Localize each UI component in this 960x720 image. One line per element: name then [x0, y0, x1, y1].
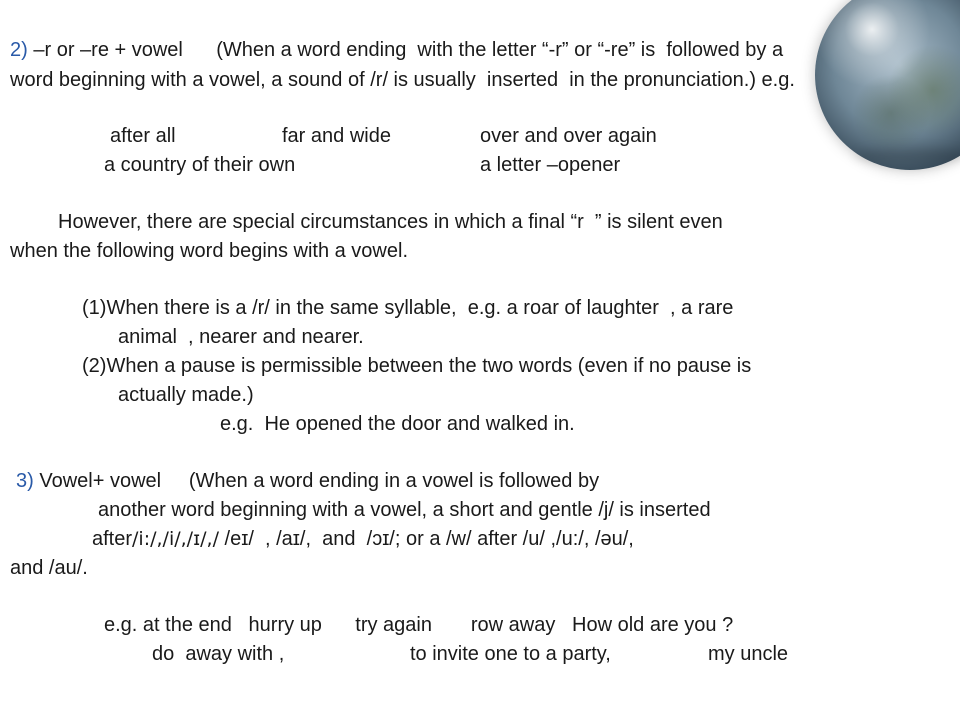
example-phrase: do away with ,	[152, 643, 285, 665]
example-phrase: a letter –opener	[480, 154, 621, 176]
section3-examples-row1: e.g. at the end hurry up try again row away How old are you ?	[104, 614, 734, 636]
section2-line2: word beginning with a vowel, a sound of /r/ is usually inserted in the pronunciation.) e.g.	[10, 69, 795, 91]
however-line2: when the following word begins with a vowel.	[10, 240, 408, 262]
section3-after: after	[92, 528, 133, 550]
section3-line3	[92, 527, 634, 551]
section-number: 3)	[16, 470, 34, 492]
however-line1: However, there are special circumstances in which a final “r ” is silent even	[58, 211, 723, 233]
case2-example: e.g. He opened the door and walked in.	[220, 413, 575, 435]
section3-line4: and /au/.	[10, 557, 88, 579]
section3-ipa-rest: /eɪ/ , /aɪ/, and /ɔɪ/; or a /w/ after /u/ ,/u:/, /əu/,	[218, 528, 634, 550]
ipa-symbols: /i:/,/i/,/ɪ/,/	[132, 528, 219, 550]
case1-line1: (1)When there is a /r/ in the same syllable, e.g. a roar of laughter , a rare	[82, 297, 734, 319]
globe-icon	[815, 0, 960, 170]
section2-heading: –r or –re + vowel (When a word ending with the letter “-r” or “-re” is followed by a	[27, 39, 784, 61]
example-phrase: far and wide	[282, 125, 391, 147]
case2-line1: (2)When a pause is permissible between the two words (even if no pause is	[82, 355, 752, 377]
section3-heading: Vowel+ vowel (When a word ending in a vowel is followed by	[33, 470, 600, 492]
example-phrase: my uncle	[708, 643, 789, 665]
case1-line2: animal , nearer and nearer.	[118, 326, 364, 348]
example-phrase: over and over again	[480, 125, 657, 147]
example-phrase: to invite one to a party,	[410, 643, 611, 665]
section-number: 2)	[10, 39, 28, 61]
case2-line2: actually made.)	[118, 384, 254, 406]
section3-line1	[16, 469, 599, 493]
example-phrase: a country of their own	[104, 154, 296, 176]
section2-line1	[10, 38, 783, 62]
example-phrase: after all	[110, 125, 176, 147]
section3-line2: another word beginning with a vowel, a short and gentle /j/ is inserted	[98, 499, 711, 521]
